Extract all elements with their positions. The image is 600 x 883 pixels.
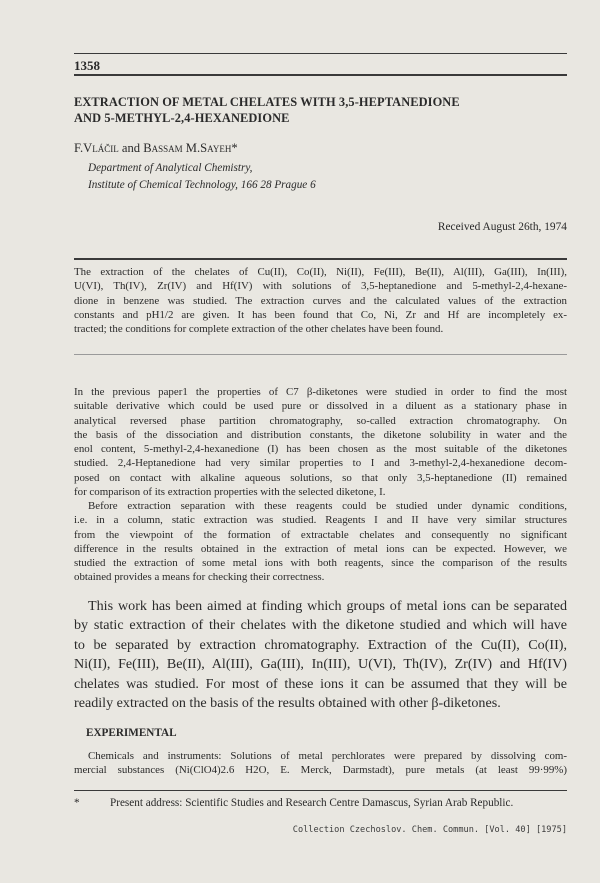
body-line: suitable derivative which could be used pure or dissolved in a diluent as a stationary phase in bbox=[74, 400, 567, 413]
abstract-bottom-rule bbox=[74, 354, 567, 355]
author2-initial: M. bbox=[182, 141, 201, 155]
title-line-1: EXTRACTION OF METAL CHELATES WITH 3,5-HEPTANEDIONE bbox=[74, 95, 460, 109]
body-line: analytical reversed phase partition chromatography, so-called extraction chromatography. On bbox=[74, 414, 567, 427]
body-line: In the previous paper1 the properties of C7 β-diketones were studied in order to find the most bbox=[74, 386, 567, 398]
second-paragraph bbox=[74, 499, 567, 585]
body-line: Before extraction separation with these reagents could be studied under dynamic conditions, bbox=[88, 500, 567, 512]
received-date: Received August 26th, 1974 bbox=[437, 221, 567, 233]
affiliation-line-1: Department of Analytical Chemistry, bbox=[88, 162, 253, 174]
abstract-line: U(VI), Th(IV), Zr(IV) and Hf(IV) with solutions of 3,5-heptanedione and 5-methyl-2,4-hexane- bbox=[74, 280, 567, 293]
authors bbox=[74, 141, 238, 156]
section-heading-experimental: EXPERIMENTAL bbox=[86, 727, 177, 739]
body-line: studied the extraction of some metal ions with both reagents, since the comparison of the results bbox=[74, 557, 567, 570]
body-line: from the viewpoint of the formation of extractable chelates and consequently no significant bbox=[74, 528, 567, 541]
large-body-line: to be separated by extraction chromatography. Extraction of the Cu(II), Co(II), bbox=[74, 636, 567, 653]
header-rule bbox=[74, 74, 567, 76]
abstract-top-rule bbox=[74, 258, 567, 260]
body-line: obtained provides a means for checking their correctness. bbox=[74, 571, 325, 584]
body-line: i.e. in a column, static extraction was studied. Reagents I and II have very similar structures bbox=[74, 514, 567, 527]
authors-and: and bbox=[118, 141, 144, 155]
abstract-line: constants and pH1/2 are given. It has been found that Co, Ni, Zr and Hf are incompletely ex- bbox=[74, 308, 567, 321]
intro-paragraph bbox=[74, 385, 567, 499]
affiliation-line-2: Institute of Chemical Technology, 166 28 Prague 6 bbox=[88, 179, 316, 191]
large-body-line: by static extraction of their chelates with the diketone studied and which will have bbox=[74, 617, 567, 634]
body-line: Chemicals and instruments: Solutions of metal perchlorates were prepared by dissolving com- bbox=[88, 750, 567, 762]
body-line: mercial substances (Ni(ClO4)2.6 H2O, E. Merck, Darmstadt), pure metals (at least 99·99%) bbox=[74, 764, 567, 777]
article-title bbox=[74, 94, 554, 126]
abstract-line: tracted; the conditions for complete extraction of the other chelates have been found. bbox=[74, 323, 444, 336]
author1-name: Vláčil bbox=[83, 141, 119, 155]
experimental-paragraph bbox=[74, 749, 567, 778]
large-body-line: readily extracted on the basis of the results obtained with other β-diketones. bbox=[74, 695, 501, 712]
journal-citation: Collection Czechoslov. Chem. Commun. [Vol. 40] [1975] bbox=[292, 825, 567, 835]
footnote-rule bbox=[74, 790, 567, 791]
large-body-line: This work has been aimed at finding which groups of metal ions can be separated bbox=[88, 598, 567, 614]
abstract-line: The extraction of the chelates of Cu(II), Co(II), Ni(II), Fe(III), Be(II), Al(III), Ga(III), In(III), bbox=[74, 266, 567, 278]
large-body-line: chelates was studied. For most of these ions it can be assumed that they will be bbox=[74, 675, 567, 692]
body-line: studied. 2,4-Heptanedione had very similar properties to I and 3-methyl-2,4-hexanedione decom- bbox=[74, 457, 567, 470]
footnote-text: Present address: Scientific Studies and Research Centre Damascus, Syrian Arab Republic. bbox=[110, 797, 514, 809]
body-line: the basis of the dissociation and distribution constants, the diketone solubility in water and the bbox=[74, 428, 567, 441]
body-line: for comparison of its extraction properties with the selected diketone, I. bbox=[74, 486, 386, 499]
abstract bbox=[74, 265, 567, 336]
abstract-line: dione in benzene was studied. The extraction curves and the calculated values of the extraction bbox=[74, 294, 567, 307]
author2-name: Sayeh bbox=[200, 141, 232, 155]
body-line: enol content, 5-methyl-2,4-hexanedione (I) has been chosen as the most suitable of the diketones bbox=[74, 443, 567, 456]
page-number: 1358 bbox=[74, 58, 100, 73]
author1-initial: F. bbox=[74, 141, 84, 155]
footnote-mark: * bbox=[74, 797, 80, 809]
title-line-2: AND 5-METHYL-2,4-HEXANEDIONE bbox=[74, 111, 290, 125]
body-line: difference in the results obtained in the extraction of metal ions can be expected. However, we bbox=[74, 542, 567, 555]
author2-first: Bassam bbox=[143, 141, 183, 155]
large-body-line: Ni(II), Fe(III), Be(II), Al(III), Ga(III), In(III), U(VI), Th(IV), Zr(IV) and Hf(IV) bbox=[74, 656, 567, 673]
author-footnote-mark: * bbox=[231, 141, 238, 155]
body-line: posed on contact with alkaline aqueous solutions, so that only 3,5-heptanedione (II) remained bbox=[74, 471, 567, 484]
aim-paragraph bbox=[74, 597, 567, 713]
top-thin-rule bbox=[74, 53, 567, 54]
